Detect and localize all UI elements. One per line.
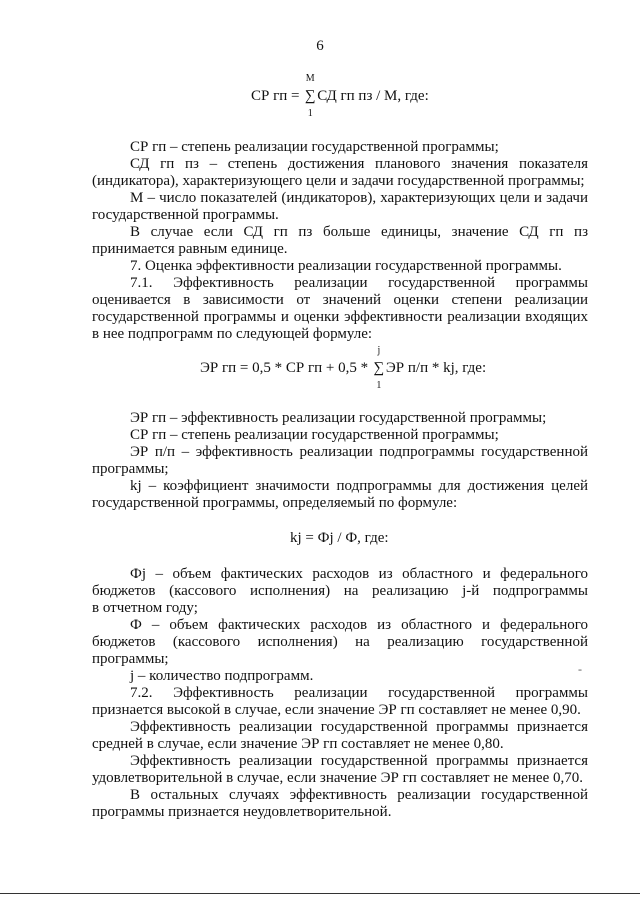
section-heading-7 — [92, 258, 588, 275]
text-line: государственной программы. — [92, 207, 279, 223]
page-number: 6 — [316, 38, 324, 54]
text-line: государственной программы, определяемый по формуле: — [92, 495, 458, 511]
definition-er-pp — [92, 444, 588, 478]
formula-sr-gp — [251, 73, 429, 119]
text-line: в отчетном году; — [92, 600, 198, 616]
sum-symbol — [304, 73, 316, 119]
text-line: средней в случае, если значение ЭР гп составляет не менее 0,80. — [92, 736, 504, 752]
formula-lhs: ЭР гп = 0,5 * СР гп + 0,5 * — [200, 360, 372, 376]
paragraph-satisfactory — [92, 753, 588, 787]
text-line: ЭР гп – эффективность реализации государственной программы; — [130, 410, 547, 426]
text-line: j – количество подпрограмм. — [130, 668, 314, 684]
text-line: принимается равным единице. — [92, 241, 288, 257]
sum-upper-limit: М — [305, 73, 315, 84]
text-line: бюджетов (кассового исполнения) на реализацию j-й подпрограммы — [92, 583, 588, 599]
text-line: Эффективность реализации государственной программы признается — [130, 753, 588, 769]
text-line: признается высокой в случае, если значение ЭР гп составляет не менее 0,90. — [92, 702, 581, 718]
stray-mark: - — [578, 662, 582, 676]
definition-kj — [92, 478, 588, 512]
text-line: государственной программы и оценки эффективности реализации входящих — [92, 309, 588, 325]
text-line: В случае если СД гп пз больше единицы, значение СД гп пз — [130, 224, 588, 240]
sum-lower-limit: 1 — [307, 108, 313, 119]
definition-sd-gp-pz — [92, 156, 588, 190]
paragraph-unsatisfactory — [92, 787, 588, 821]
formula-kj — [290, 530, 389, 547]
text-line: 7.2. Эффективность реализации государственной программы — [130, 685, 588, 701]
formula-rhs: ЭР п/п * kj, где: — [385, 360, 487, 376]
text-line: В остальных случаях эффективность реализации государственной — [130, 787, 588, 803]
definition-fj — [92, 566, 588, 617]
definition-j — [92, 668, 588, 685]
definition-f — [92, 617, 588, 668]
sum-sign: ∑ — [373, 360, 385, 376]
sum-lower-limit: 1 — [376, 380, 382, 391]
text-line: СД гп пз – степень достижения планового значения показателя — [130, 156, 588, 172]
text-line: программы признается неудовлетворительной. — [92, 804, 392, 820]
page-bottom-rule — [0, 893, 640, 894]
formula-rhs: СД гп пз / М, где: — [317, 88, 429, 104]
definition-sr-gp-2 — [92, 427, 588, 444]
text-line: программы; — [92, 651, 169, 667]
text-line: М – число показателей (индикаторов), характеризующих цели и задачи — [130, 190, 588, 206]
text-line: Эффективность реализации государственной программы признается — [130, 719, 588, 735]
text-line: 7.1. Эффективность реализации государственной программы — [130, 275, 588, 291]
text-line: ЭР п/п – эффективность реализации подпрограммы государственной — [130, 444, 588, 460]
text-line: СР гп – степень реализации государственной программы; — [130, 427, 499, 443]
text-line: программы; — [92, 461, 169, 477]
formula-lhs: СР гп = — [251, 88, 304, 104]
sum-sign: ∑ — [304, 88, 316, 104]
paragraph-sd-limit — [92, 224, 588, 258]
text-line: СР гп – степень реализации государственной программы; — [130, 139, 499, 155]
paragraph-7-1 — [92, 275, 588, 343]
formula-er-gp — [200, 345, 487, 391]
sum-symbol — [373, 345, 385, 391]
definition-m — [92, 190, 588, 224]
formula-text: kj = Фj / Ф, где: — [290, 530, 389, 546]
text-line: 7. Оценка эффективности реализации государственной программы. — [130, 258, 562, 274]
text-line: Ф – объем фактических расходов из областного и федерального — [130, 617, 588, 633]
definition-er-gp — [92, 410, 588, 427]
text-line: Фj – объем фактических расходов из областного и федерального — [130, 566, 588, 582]
text-line: в нее подпрограмм по следующей формуле: — [92, 326, 373, 342]
paragraph-7-2 — [92, 685, 588, 719]
text-line: удовлетворительной в случае, если значение ЭР гп составляет не менее 0,70. — [92, 770, 584, 786]
text-line: kj – коэффициент значимости подпрограммы для достижения целей — [130, 478, 588, 494]
definition-sr-gp — [92, 139, 588, 156]
paragraph-medium — [92, 719, 588, 753]
text-line: оценивается в зависимости от значений оценки степени реализации — [92, 292, 588, 308]
sum-upper-limit: j — [377, 345, 381, 356]
text-line: (индикатора), характеризующего цели и задачи государственной программы; — [92, 173, 585, 189]
text-line: бюджетов (кассового исполнения) на реализацию государственной — [92, 634, 588, 650]
